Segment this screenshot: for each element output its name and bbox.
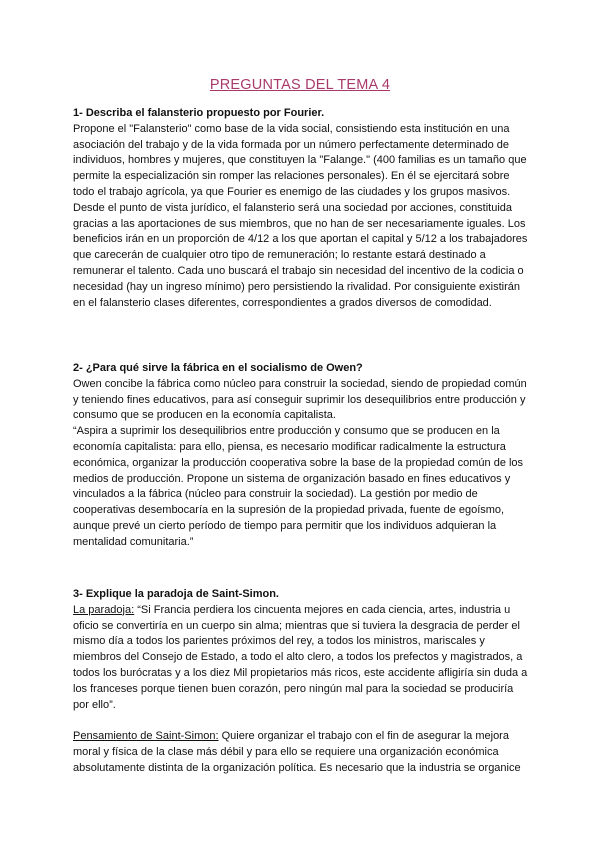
question-3-section — [73, 587, 528, 777]
question-2-section — [73, 361, 528, 551]
paradox-text: “Si Francia perdiera los cincuenta mejores en cada ciencia, artes, industria u oficio se convertiría en un cuerpo sin alma; mientras que si tuviera la desgracia de perder el mismo día a todos los parientes próximos del rey, a todos los ministros, mariscales y miembros del Consejo de Estado, a todo el alto clero, a todos los prefectos y magistrados, a todos los burócratas y a los diez Mil propietarios más ricos, este accidente afligiría sin duda a los franceses porque tienen buen corazón, pero ningún mal para la sociedad se produciría por ello”. — [73, 603, 528, 711]
question-1-heading: 1- Describa el falansterio propuesto por Fourier. — [73, 107, 325, 119]
question-2-answer: Owen concibe la fábrica como núcleo para construir la sociedad, siendo de propiedad común y teniendo fines educativos, para así conseguir suprimir los desequilibrios entre producción y consumo que se producen en la economía capitalista. — [73, 377, 527, 422]
question-3-thought-paragraph — [73, 729, 528, 776]
question-1-section — [73, 106, 528, 311]
thought-label: Pensamiento de Saint-Simon: — [73, 730, 219, 743]
question-2-heading: 2- ¿Para qué sirve la fábrica en el socialismo de Owen? — [73, 362, 363, 374]
page-title: PREGUNTAS DEL TEMA 4 — [209, 77, 391, 93]
question-3-heading: 3- Explique la paradoja de Saint-Simon. — [73, 588, 279, 600]
question-2-quote: “Aspira a suprimir los desequilibrios entre producción y consumo que se producen en la economía capitalista: para ello, piensa, es necesario modificar radicalmente la estructura económica, organizar la producción cooperativa sobre la base de la propiedad común de los medios de producción. Propone un sistema de organización basado en fines educativos y vinculados a la fábrica (núcleo para construir la sociedad). La gestión por medio de cooperativas desembocaría en la supresión de la propiedad privada, fuente de egoísmo, aunque prevé un cierto período de tiempo para permitir que los individuos adquieran la mentalidad comunitaria.” — [73, 425, 524, 548]
question-3-paradox-paragraph — [73, 603, 528, 714]
thought-text: Quiere organizar el trabajo con el fin de asegurar la mejora moral y física de la clase más débil y para ello se requiere una organización económica absolutamente distinta de la organización política. Es necesario que la industria se organice — [73, 730, 521, 774]
question-1-answer: Propone el "Falansterio" como base de la vida social, consistiendo esta institución en una asociación del trabajo y de la vida formada por un número perfectamente determinado de individuos, hombres y mujeres, que constituyen la "Falange." (400 familias es un tamaño que permite la especialización sin romper las relaciones personales). En él se ejercitará sobre todo el trabajo agrícola, ya que Fourier es enemigo de las ciudades y los grupos masivos. Desde el punto de vista jurídico, el falansterio será una sociedad por acciones, constituida gracias a las aportaciones de sus miembros, que no han de ser necesariamente iguales. Los beneficios irán en un proporción de 4/12 a los que aportan el capital y 5/12 a los trabajadores que carecerán de cualquier otro tipo de remuneración; lo restante estará destinado a remunerar el talento. Cada uno buscará el trabajo sin necesidad del incentivo de la codicia o necesidad (hay un ingreso mínimo) pero persistiendo la rivalidad. Por consiguiente existirán en el falansterio clases diferentes, correspondientes a grados diversos de comodidad. — [73, 122, 528, 309]
paradox-label: La paradoja: — [73, 603, 135, 616]
